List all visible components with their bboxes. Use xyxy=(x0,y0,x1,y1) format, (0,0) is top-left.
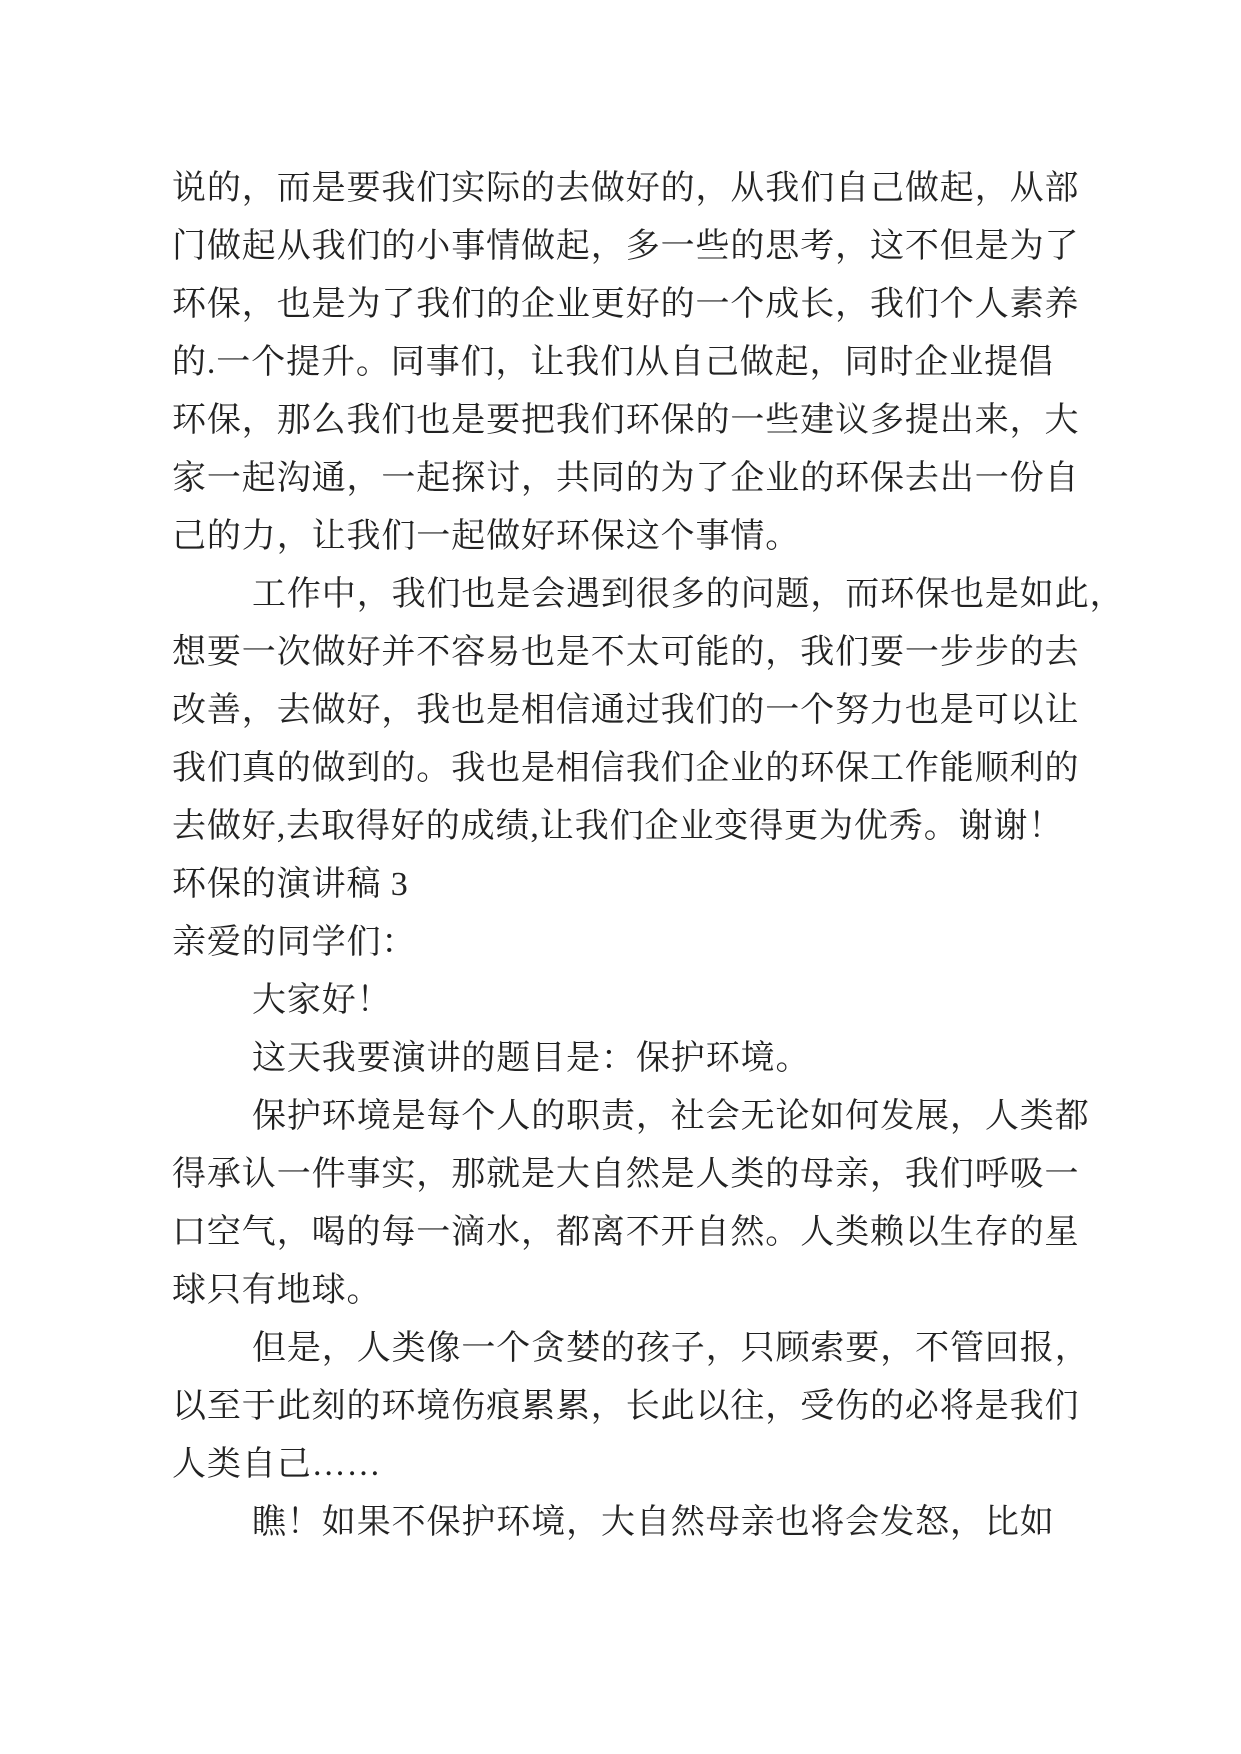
text-line: 但是，人类像一个贪婪的孩子，只顾索要，不管回报， xyxy=(252,1330,1090,1367)
text-line: 想要一次做好并不容易也是不太可能的，我们要一步步的去 xyxy=(172,634,1080,671)
text-line: 去做好,去取得好的成绩,让我们企业变得更为优秀。谢谢！ xyxy=(172,808,1064,845)
text-line: 我们真的做到的。我也是相信我们企业的环保工作能顺利的 xyxy=(172,750,1080,787)
text-line: 亲爱的同学们： xyxy=(172,924,417,961)
document-body xyxy=(172,160,1125,1552)
text-line: 瞧！如果不保护环境，大自然母亲也将会发怒，比如 xyxy=(252,1504,1055,1541)
text-line: 工作中，我们也是会遇到很多的问题，而环保也是如此， xyxy=(252,576,1125,613)
text-line: 改善，去做好，我也是相信通过我们的一个努力也是可以让 xyxy=(172,692,1080,729)
text-line: 环保的演讲稿 3 xyxy=(172,866,409,903)
text-line: 说的，而是要我们实际的去做好的，从我们自己做起，从部 xyxy=(172,170,1080,207)
text-line: 以至于此刻的环境伤痕累累，长此以往，受伤的必将是我们 xyxy=(172,1388,1080,1425)
text-line: 大家好！ xyxy=(252,982,392,1019)
text-line: 人类自己…… xyxy=(172,1446,382,1483)
text-line: 保护环境是每个人的职责，社会无论如何发展，人类都 xyxy=(252,1098,1090,1135)
text-line: 口空气，喝的每一滴水，都离不开自然。人类赖以生存的星 xyxy=(172,1214,1080,1251)
text-line: 家一起沟通，一起探讨，共同的为了企业的环保去出一份自 xyxy=(172,460,1080,497)
text-line: 得承认一件事实，那就是大自然是人类的母亲，我们呼吸一 xyxy=(172,1156,1080,1193)
text-line: 环保，也是为了我们的企业更好的一个成长，我们个人素养 xyxy=(172,286,1080,323)
text-line: 环保，那么我们也是要把我们环保的一些建议多提出来，大 xyxy=(172,402,1080,439)
text-line: 己的力，让我们一起做好环保这个事情。 xyxy=(172,518,801,555)
text-line: 门做起从我们的小事情做起，多一些的思考，这不但是为了 xyxy=(172,228,1080,265)
text-line: 这天我要演讲的题目是：保护环境。 xyxy=(252,1040,811,1077)
text-line: 的.一个提升。同事们，让我们从自己做起，同时企业提倡 xyxy=(172,344,1054,381)
text-line: 球只有地球。 xyxy=(172,1272,382,1309)
